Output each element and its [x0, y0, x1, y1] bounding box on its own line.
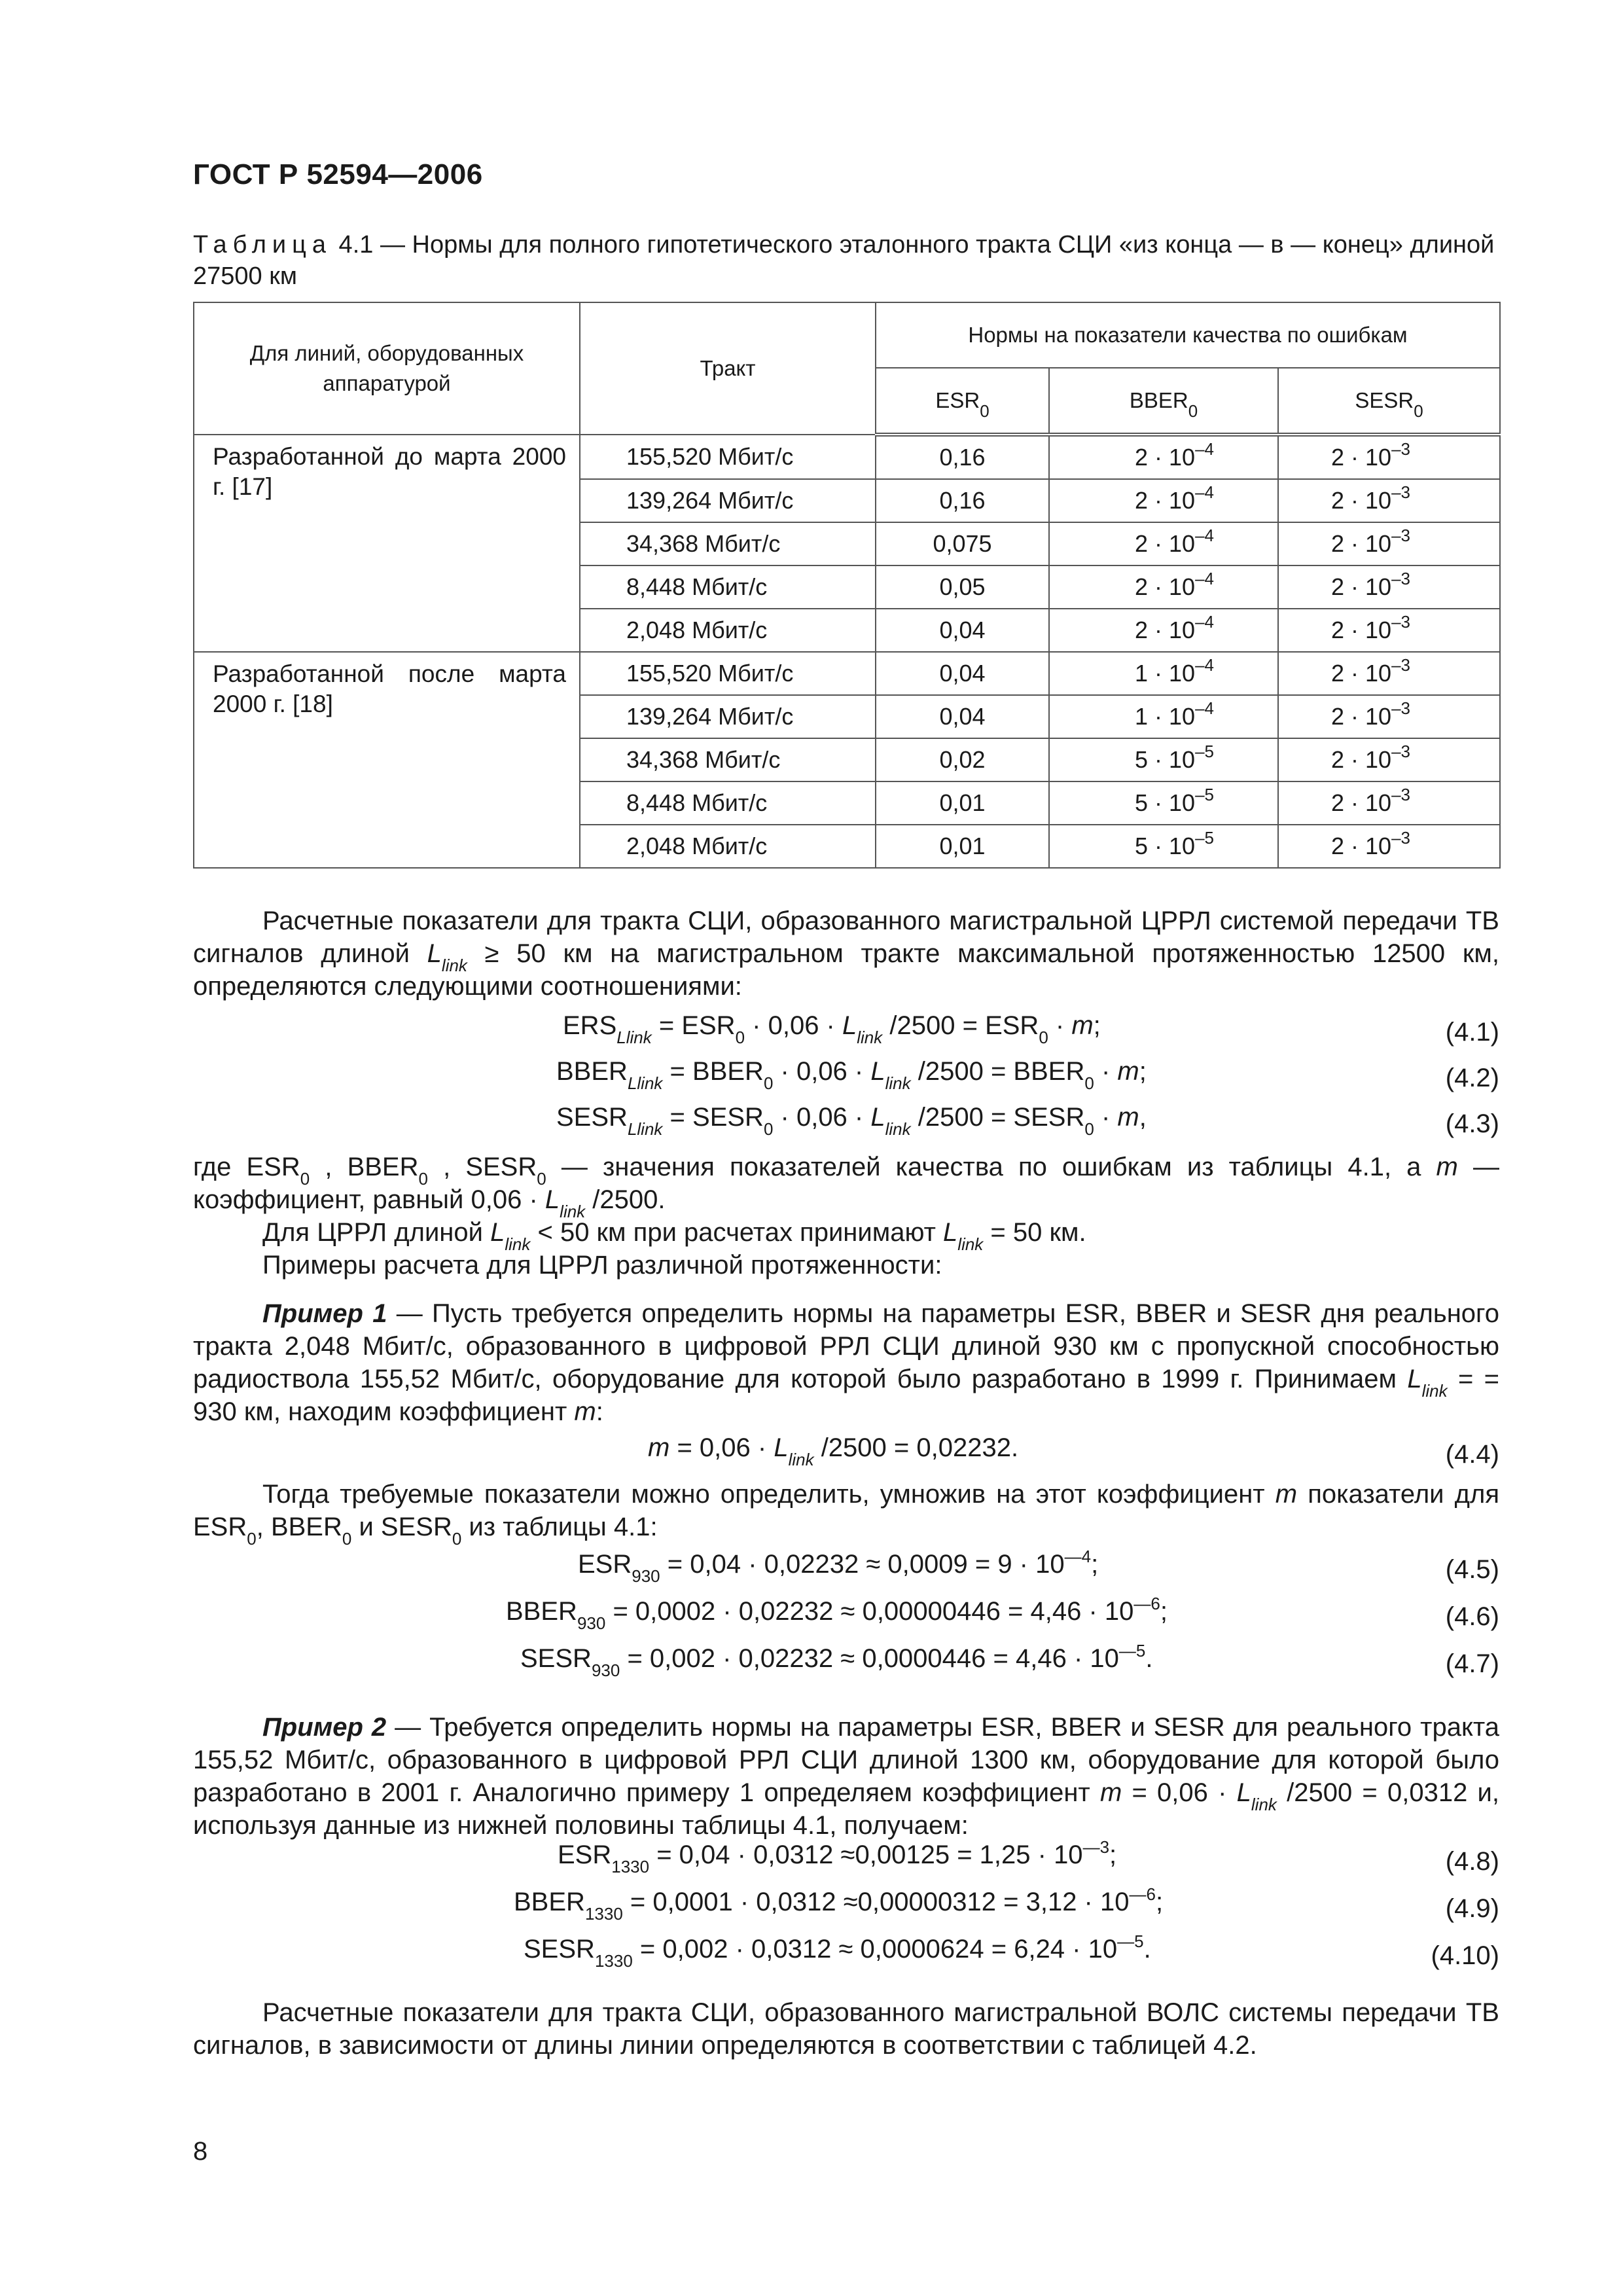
- cell-path: 34,368 Мбит/с: [580, 522, 876, 565]
- cell-sesr: $2 \cdot 10^{-3}$: [1278, 825, 1500, 868]
- cell-path: 139,264 Мбит/с: [580, 695, 876, 738]
- paragraph-intro: Расчетные показатели для тракта СЦИ, образованного магистральной ЦРРЛ системой передачи ТВ сигналов длиной $L_{link} \ge 50$ км на магистральном тракте максимальной протяженностью 12500 км, определяются следующими соотношениями:: [193, 906, 1499, 1001]
- cell-bber: $1 \cdot 10^{-4}$: [1049, 652, 1278, 695]
- paragraph-fiber: Расчетные показатели для тракта СЦИ, образованного магистральной ВОЛС системы передачи ТВ сигналов, в зависимости от длины линии определяются в соответствии с таблицей 4.2.: [193, 1998, 1499, 2060]
- header-path: Тракт: [580, 302, 876, 435]
- table-caption-word: Таблица: [193, 231, 332, 259]
- cell-esr: 0,075: [876, 522, 1049, 565]
- formula-4-10: $SESR_{1330} = 0,002 \cdot 0,0312 \approx 0,0000624 = 6,24 \cdot 10^{—5}$.: [524, 1931, 1151, 1971]
- eq-number-4-10: (4.10): [1431, 1941, 1499, 1970]
- cell-sesr: $2 \cdot 10^{-3}$: [1278, 479, 1500, 522]
- cell-sesr: $2 \cdot 10^{-3}$: [1278, 522, 1500, 565]
- cell-bber: $2 \cdot 10^{-4}$: [1049, 565, 1278, 609]
- header-sesr: $SESR_0$: [1278, 368, 1500, 435]
- cell-esr: 0,05: [876, 565, 1049, 609]
- table-row: [194, 435, 1500, 479]
- cell-sesr: $2 \cdot 10^{-3}$: [1278, 652, 1500, 695]
- paragraph-where: где $ESR_0$ , $BBER_0$ , $SESR_0$ — значения показателей качества по ошибкам из таблицы 4.1, а m — коэффициент, равный $0,06 \cdot L_{link}$ /2500. Для ЦРРЛ длиной $L_{link} < 50$ км при расчетах принимают $L_{link} = 50$ км. Примеры расчета для ЦРРЛ различной протяженности:: [193, 1151, 1499, 1282]
- cell-sesr: $2 \cdot 10^{-3}$: [1278, 781, 1500, 825]
- eq-number-4-1: (4.1): [1445, 1018, 1499, 1047]
- table-row: [194, 652, 1500, 695]
- cell-path: 139,264 Мбит/с: [580, 479, 876, 522]
- cell-path: 155,520 Мбит/с: [580, 652, 876, 695]
- cell-esr: 0,04: [876, 609, 1049, 652]
- cell-esr: 0,16: [876, 435, 1049, 479]
- cell-path: 8,448 Мбит/с: [580, 565, 876, 609]
- cell-sesr: $2 \cdot 10^{-3}$: [1278, 738, 1500, 781]
- cell-sesr: $2 \cdot 10^{-3}$: [1278, 565, 1500, 609]
- eq-number-4-4: (4.4): [1445, 1440, 1499, 1469]
- formula-4-9: $BBER_{1330} = 0,0001 \cdot 0,0312 \approx 0,00000312 = 3,12 \cdot 10^{—6}$;: [514, 1884, 1164, 1924]
- formula-4-6: $BBER_{930} = 0,0002 \cdot 0,02232 \approx 0,00000446 = 4,46 \cdot 10^{—6}$;: [506, 1594, 1168, 1633]
- cell-sesr: $2 \cdot 10^{-3}$: [1278, 695, 1500, 738]
- cell-path: 8,448 Мбит/с: [580, 781, 876, 825]
- cell-esr: 0,01: [876, 825, 1049, 868]
- group-after-2000: Разработанной после марта 2000 г. [18]: [194, 652, 580, 868]
- paragraph-example-2: Пример 2 — Требуется определить нормы на параметры ESR, BBER и SESR для реального тракта 155,52 Мбит/с, образованного в цифровой РРЛ СЦИ длиной 1300 км, оборудование для которой было разработано в 2001 г. Аналогично примеру 1 определяем коэффициент $m = 0,06 \cdot L_{link}$ /2500 = 0,0312 и, используя данные из нижней половины таблицы 4.1, получаем:: [193, 1713, 1500, 1840]
- cell-bber: $5 \cdot 10^{-5}$: [1049, 738, 1278, 781]
- cell-sesr: $2 \cdot 10^{-3}$: [1278, 609, 1500, 652]
- cell-bber: $2 \cdot 10^{-4}$: [1049, 522, 1278, 565]
- header-norms: Нормы на показатели качества по ошибкам: [876, 302, 1500, 368]
- header-bber: $BBER_0$: [1049, 368, 1278, 435]
- cell-bber: $5 \cdot 10^{-5}$: [1049, 781, 1278, 825]
- formula-4-2: $BBER_{Llink}$ = $BBER_0 \cdot 0,06 \cdot L_{link}$ $/2500 = BBER_0 \cdot m$;: [556, 1057, 1147, 1093]
- header-equipment: Для линий, оборудованных аппаратурой: [194, 302, 580, 435]
- page-number: 8: [193, 2137, 208, 2166]
- formula-4-1: $ERS_{Llink} = ESR_0 \cdot 0,06 \cdot L_{link}$ $/2500 = ESR_0 \cdot m$;: [563, 1011, 1101, 1047]
- paragraph-examples-intro: Примеры расчета для ЦРРЛ различной протяженности:: [262, 1251, 942, 1280]
- eq-number-4-9: (4.9): [1445, 1894, 1499, 1923]
- cell-esr: 0,02: [876, 738, 1049, 781]
- cell-esr: 0,01: [876, 781, 1049, 825]
- document-header: ГОСТ Р 52594—2006: [193, 158, 483, 190]
- header-esr: $ESR_0$: [876, 368, 1049, 435]
- table-caption-text: 4.1 — Нормы для полного гипотетического эталонного тракта СЦИ «из конца — в — конец» длиной 27500 км: [193, 231, 1495, 290]
- cell-esr: 0,16: [876, 479, 1049, 522]
- paragraph-short-link: Для ЦРРЛ длиной $L_{link} < 50$ км при расчетах принимают $L_{link} = 50$ км.: [262, 1218, 1086, 1254]
- cell-path: 155,520 Мбит/с: [580, 435, 876, 479]
- formula-4-5: $ESR_{930} = 0,04 \cdot 0,02232 \approx 0,0009 = 9 \cdot 10^{—4}$;: [578, 1547, 1099, 1586]
- eq-number-4-8: (4.8): [1445, 1847, 1499, 1876]
- cell-path: 2,048 Мбит/с: [580, 825, 876, 868]
- group-before-2000: Разработанной до марта 2000 г. [17]: [194, 435, 580, 652]
- cell-bber: $5 \cdot 10^{-5}$: [1049, 825, 1278, 868]
- cell-bber: $1 \cdot 10^{-4}$: [1049, 695, 1278, 738]
- eq-number-4-3: (4.3): [1445, 1109, 1499, 1138]
- cell-bber: $2 \cdot 10^{-4}$: [1049, 609, 1278, 652]
- formula-4-3: $SESR_{Llink}$ = $SESR_0 \cdot 0,06 \cdot L_{link}$ $/2500 = SESR_0 \cdot m$,: [556, 1103, 1147, 1139]
- eq-number-4-6: (4.6): [1445, 1602, 1499, 1631]
- eq-number-4-7: (4.7): [1445, 1649, 1499, 1678]
- cell-sesr: $2 \cdot 10^{-3}$: [1278, 435, 1500, 479]
- norms-table: [193, 302, 1501, 869]
- formula-4-4: $m = 0,06 \cdot L_{link}$ /2500 = 0,02232.: [648, 1433, 1019, 1469]
- cell-esr: 0,04: [876, 652, 1049, 695]
- formula-4-8: $ESR_{1330} = 0,04 \cdot 0,0312 \approx 0,00125 = 1,25 \cdot 10^{—3}$;: [558, 1837, 1117, 1876]
- cell-path: 2,048 Мбит/с: [580, 609, 876, 652]
- eq-number-4-5: (4.5): [1445, 1555, 1499, 1584]
- table-caption: [193, 229, 1499, 292]
- cell-path: 34,368 Мбит/с: [580, 738, 876, 781]
- cell-bber: $2 \cdot 10^{-4}$: [1049, 479, 1278, 522]
- eq-number-4-2: (4.2): [1445, 1064, 1499, 1092]
- paragraph-then: Тогда требуемые показатели можно определить, умножив на этот коэффициент m показатели для $ESR_0$, $BBER_0$ и $SESR_0$ из таблицы 4.1:: [193, 1480, 1500, 1549]
- formula-4-7: $SESR_{930} = 0,002 \cdot 0,02232 \approx 0,0000446 = 4,46 \cdot 10^{—5}$.: [520, 1641, 1153, 1680]
- cell-bber: $2 \cdot 10^{-4}$: [1049, 435, 1278, 479]
- cell-esr: 0,04: [876, 695, 1049, 738]
- paragraph-example-1: Пример 1 — Пусть требуется определить нормы на параметры ESR, BBER и SESR дня реального тракта 2,048 Мбит/с, образованного в цифровой РРЛ СЦИ длиной 930 км с пропускной способностью радиоствола 155,52 Мбит/с, оборудование для которой было разработано в 1999 г. Принимаем $L_{link}$ = = 930 км, находим коэффициент m:: [193, 1299, 1500, 1426]
